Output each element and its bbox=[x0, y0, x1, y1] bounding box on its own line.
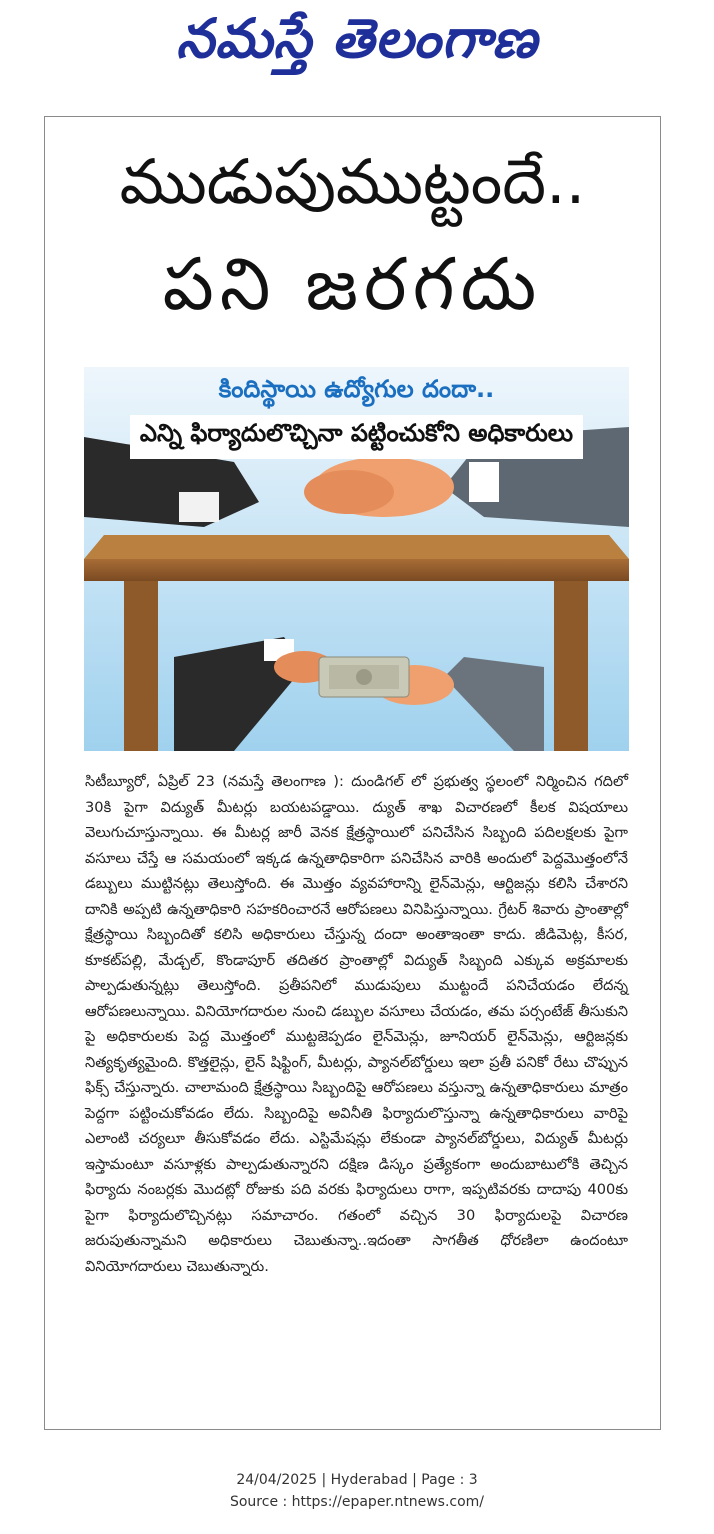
masthead-title: నమస్తే తెలంగాణ bbox=[176, 6, 538, 70]
headline-line-2: పని జరగదు bbox=[162, 242, 543, 326]
subhead: ఎన్ని ఫిర్యాదులొచ్చినా పట్టించుకోని అధికారులు bbox=[130, 415, 583, 459]
article-illustration bbox=[84, 367, 629, 751]
kicker: కిందిస్థాయి ఉద్యోగుల దందా.. bbox=[218, 375, 495, 403]
footer-source-line: Source : https://epaper.ntnews.com/ bbox=[229, 1494, 485, 1510]
subhead-banner bbox=[84, 415, 629, 459]
article-body: సిటీబ్యూరో, ఏప్రిల్ 23 (నమస్తే తెలంగాణ ): దుండిగల్ లో ప్రభుత్వ స్థలంలో నిర్మించిన గదిలో 30కి పైగా విద్యుత్ మీటర్లు బయటపడ్డాయి. ద్యుత్ శాఖ విచారణలో కీలక విషయాలు వెలుగుచూస్తున్నాయి. ఈ మీటర్ల జారీ వెనక క్షేత్రస్థాయిలో పనిచేసిన సిబ్బంది పదిలక్షలకు పైగా వసూలు చేస్తే ఆ సమయంలో ఇక్కడ ఉన్నతాధికారిగా పనిచేసిన వారికి అందులో పెద్దమొత్తంలోనే డబ్బులు ముట్టినట్లు తెలుస్తోంది. ఈ మొత్తం వ్యవహారాన్ని లైన్‌మెన్లు, ఆర్టిజన్లు కలిసి చేశారని దానికి అప్పటి ఉన్నతాధికారి సహకరించారనే ఆరోపణలు వినిపిస్తున్నాయి. గ్రేటర్ శివారు ప్రాంతాల్లో క్షేత్రస్థాయి సిబ్బందితో కలిసి అధికారులు చేస్తున్న దందా అంతాఇంతా కాదు. జీడిమెట్ల, కీసర, కూకట్‌పల్లి, మేడ్చల్, కొండాపూర్ తదితర ప్రాంతాల్లో విద్యుత్ సిబ్బంది ఎక్కువ అక్రమాలకు పాల్పడుతున్నట్లు తెలుస్తోంది. ప్రతీపనిలో ముడుపులు ముట్టందే పనిచేయడం లేదన్న ఆరోపణలున్నాయి. వినియోగదారుల నుంచి డబ్బుల వసూలు చేయడం, తమ పర్సంటేజ్ తీసుకుని పై అధికారులకు పెద్ద మొత్తంలో ముట్టజెప్పడం లైన్‌మెన్లు, జూనియర్ లైన్‌మెన్లు, ఆర్టిజన్లకు నిత్యకృత్యమైంది. కొత్తలైన్లు, లైన్ షిఫ్టింగ్, మీటర్లు, ప్యానల్‌బోర్డులు ఇలా ప్రతీ పనికో రేటు చొప్పున ఫిక్స్ చేస్తున్నారు. చాలామంది క్షేత్రస్థాయి సిబ్బందిపై ఆరోపణలు వస్తున్నా ఉన్నతాధికారులు మాత్రం పెద్దగా పట్టించుకోవడం లేదు. సిబ్బందిపై అవినీతి ఫిర్యాదులొస్తున్నా ఉన్నతాధికారులు వారిపై ఎలాంటి చర్యలూ తీసుకోవడం లేదు. ఎస్టిమేషన్లు లేకుండా ప్యానల్‌బోర్డులు, విద్యుత్ మీటర్లు ఇస్తామంటూ వసూళ్లకు పాల్పడుతున్నారని దక్షిణ డిస్కం ప్రత్యేకంగా అందుబాటులోకి తెచ్చిన ఫిర్యాదు నంబర్లకు మొదట్లో రోజుకు పది వరకు ఫిర్యాదులు రాగా, ఇప్పటివరకు దాదాపు 400కు పైగా ఫిర్యాదులొచ్చినట్లు సమాచారం. గతంలో వచ్చిన 30 ఫిర్యాదులపై విచారణ జరుపుతున్నామని అధికారులు చెబుతున్నా..ఇదంతా సాగతీత ధోరణిలా ఉందంటూ వినియోగదారులు చెబుతున్నారు. bbox=[85, 773, 628, 1275]
article-frame bbox=[44, 116, 661, 1430]
masthead bbox=[0, 0, 714, 90]
footer-date-line: 24/04/2025 | Hyderabad | Page : 3 bbox=[236, 1472, 478, 1488]
headline-line-1: ముడుపుముట్టందే.. bbox=[119, 145, 586, 218]
